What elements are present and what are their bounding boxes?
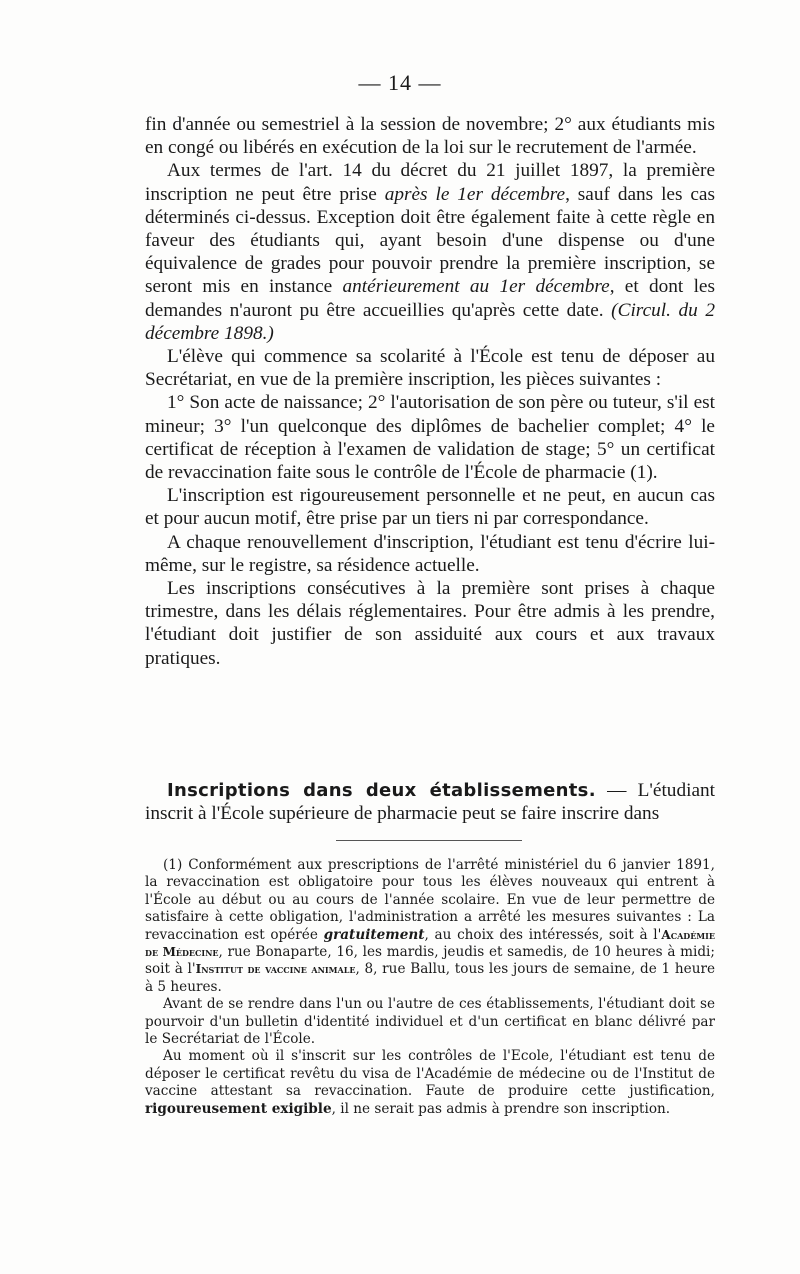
decree-italic-date: après le 1er décembre (384, 183, 566, 205)
section-text: — L'étudiant inscrit à l'École supérieure de pharmacie peut se faire inscrire dans (145, 780, 715, 825)
main-text (145, 113, 715, 670)
paragraph-consecutive: Les inscriptions consécutives à la première sont prises à chaque trimestre, dans les délais réglementaires. Pour être admis à les prendre, l'étudiant doit justifier de son assiduité aux cours et aux travaux pratiques. (145, 578, 715, 669)
footnote-2: Avant de se rendre dans l'un ou l'autre de ces établissements, l'étudiant doit se pourvoir d'un bulletin d'identité individuel et d'un certificat en blanc délivré par le Secrétariat de l'École. (145, 996, 715, 1048)
paragraph-documents: L'élève qui commence sa scolarité à l'École est tenu de déposer au Secrétariat, en vue de la première inscription, les pièces suivantes : (145, 346, 715, 391)
footnote-1-academie: Académie de Médecine (145, 927, 716, 960)
footnote-1-text-b: , au choix des intéressés, soit à l' (424, 926, 662, 943)
paragraph-renewal: A chaque renouvellement d'inscription, l'étudiant est tenu d'écrire lui-même, sur le registre, sa résidence actuelle. (145, 531, 715, 576)
section-paragraph (145, 779, 715, 825)
footnote-1-italic: gratuitement (323, 926, 425, 943)
section-heading: Inscriptions dans deux établissements. (167, 780, 596, 801)
decree-citation: (Circul. du 2 décembre 1898.) (145, 299, 715, 344)
footnote-1-text-d: , 8, rue Ballu, tous les jours de semaine, de 1 heure à 5 heures. (145, 961, 716, 995)
footnote-3-text-c: , il ne serait pas admis à prendre son inscription. (331, 1100, 671, 1117)
decree-italic-prior: antérieurement au 1er décembre (342, 276, 610, 298)
footnote-1-text-c: , rue Bonaparte, 16, les mardis, jeudis et samedis, de 10 heures à midi; soit à l' (145, 944, 715, 978)
footnote-3-bold: rigoureusement exigible (145, 1100, 332, 1117)
paragraph-documents-list: 1° Son acte de naissance; 2° l'autorisation de son père ou tuteur, s'il est mineur; 3° l'un quelconque des diplômes de bachelier complet; 4° le certificat de réception à l'examen de validation de stage; 5° un certificat de revaccination faite sous le contrôle de l'École de pharmacie (1). (145, 392, 715, 484)
footnote-1-text-a: (1) Conformément aux prescriptions de l'arrêté ministériel du 6 janvier 1891, la revaccination est obligatoire pour tous les élèves nouveaux qui entrent à l'École au début ou au cours de l'année scolaire. En vue de leur permettre de satisfaire à cette obligation, l'administration a arrêté les mesures suivantes : La revaccination est opérée (145, 857, 715, 943)
decree-text-b: , sauf dans les cas déterminés ci-dessus. Exception doit être également faite à cette règle en faveur des étudiants qui, ayant besoin d'une dispense ou d'une équivalence de grades pour pouvoir prendre la première inscription, se seront mis en instance (145, 183, 715, 298)
section-two-establishments (145, 779, 715, 825)
decree-text-a: Aux termes de l'art. 14 du décret du 21 juillet 1897, la première inscription ne peut être prise (145, 160, 715, 205)
paragraph-continuation: fin d'année ou semestriel à la session de novembre; 2° aux étudiants mis en congé ou libérés en exécution de la loi sur le recrutement de l'armée. (145, 114, 715, 159)
paragraph-personal: L'inscription est rigoureusement personnelle et ne peut, en aucun cas et pour aucun motif, être prise par un tiers ni par correspondance. (145, 485, 715, 530)
footnote-3 (145, 1048, 715, 1118)
footnote-3-text-a: Au moment où il s'inscrit sur les contrôles de l'Ecole, l'étudiant est tenu de déposer le certificat revêtu du visa de l'Académie de médecine ou de l'Institut de vaccine attestant sa revaccination. Faute de produire cette justification, (145, 1048, 715, 1100)
page-number: — 14 — (358, 70, 442, 95)
paragraph-decree (145, 159, 715, 345)
footnote-divider (336, 840, 522, 841)
footnote-1-institut: Institut de vaccine animale (195, 962, 356, 977)
footnotes (145, 857, 715, 1118)
footnote-1 (145, 857, 715, 996)
decree-text-c: , et dont les demandes n'auront pu être accueillies qu'après cette date. (145, 276, 715, 321)
